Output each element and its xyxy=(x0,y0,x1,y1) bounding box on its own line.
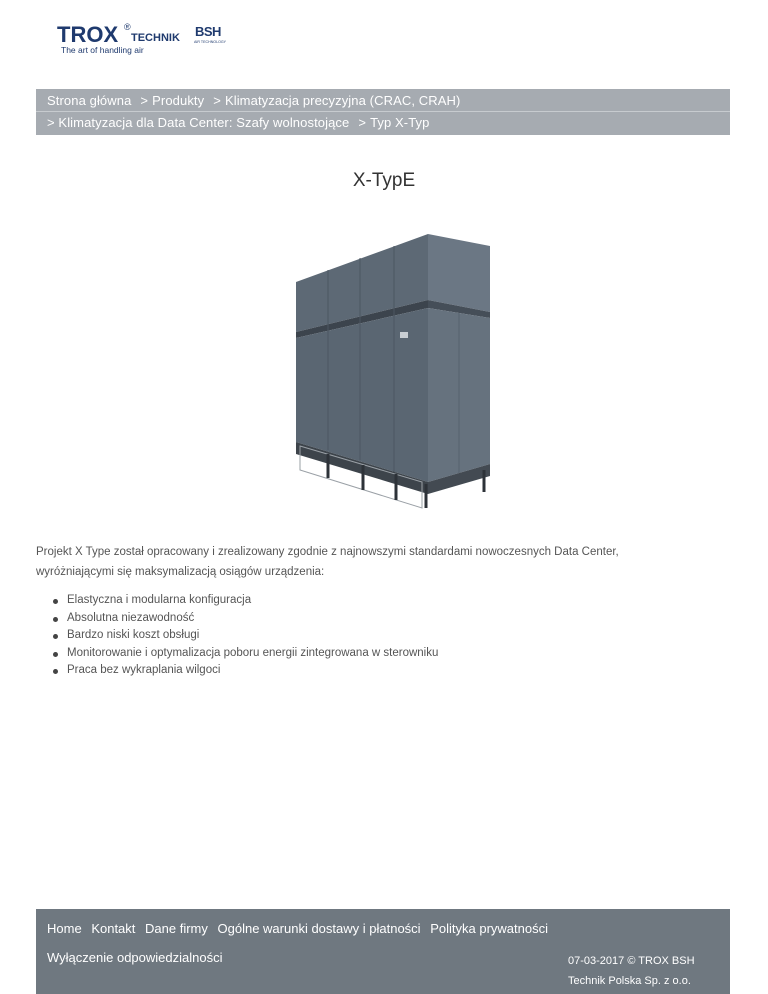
logo-sub-brand-text: TECHNIK xyxy=(131,32,180,44)
intro-text xyxy=(36,542,696,582)
bsh-sub-text: AIR TECHNOLOGY xyxy=(194,40,227,44)
feature-list xyxy=(36,592,438,680)
list-item: Bardzo niski koszt obsługi xyxy=(36,627,438,645)
footer-copyright xyxy=(568,951,718,991)
bsh-mark-text: BSH xyxy=(195,24,221,39)
list-item: Monitorowanie i optymalizacja poboru energii zintegrowana w sterowniku xyxy=(36,645,438,663)
breadcrumb-item-data-center[interactable]: Klimatyzacja dla Data Center: Szafy wolnostojące xyxy=(58,115,350,130)
footer-link-contact[interactable]: Kontakt xyxy=(91,921,136,936)
site-footer xyxy=(36,909,730,994)
footer-link-terms[interactable]: Ogólne warunki dostawy i płatności xyxy=(217,921,421,936)
list-item: Praca bez wykraplania wilgoci xyxy=(36,662,438,680)
breadcrumb xyxy=(36,89,730,135)
breadcrumb-separator: > xyxy=(140,93,149,108)
breadcrumb-item-x-type[interactable]: Typ X-Typ xyxy=(370,115,430,130)
copyright-line-1: 07-03-2017 © TROX BSH xyxy=(568,955,695,967)
breadcrumb-line-2 xyxy=(47,115,429,130)
trox-logo[interactable] xyxy=(57,22,247,56)
product-image xyxy=(278,232,498,510)
footer-link-privacy[interactable]: Polityka prywatności xyxy=(430,921,548,936)
list-item: Elastyczna i modularna konfiguracja xyxy=(36,592,438,610)
list-item: Absolutna niezawodność xyxy=(36,610,438,628)
breadcrumb-separator: > xyxy=(358,115,367,130)
footer-link-home[interactable]: Home xyxy=(47,921,82,936)
logo-registered-mark: ® xyxy=(124,22,131,32)
breadcrumb-item-products[interactable]: Produkty xyxy=(152,93,205,108)
breadcrumb-divider xyxy=(36,111,730,112)
intro-line-1: Projekt X Type został opracowany i zrealizowany zgodnie z najnowszymi standardami nowoczesnych Data Center, xyxy=(36,546,619,558)
footer-link-company-data[interactable]: Dane firmy xyxy=(145,921,208,936)
breadcrumb-line-1 xyxy=(47,93,460,108)
breadcrumb-item-precision-ac[interactable]: Klimatyzacja precyzyjna (CRAC, CRAH) xyxy=(224,93,461,108)
footer-nav xyxy=(47,921,554,936)
logo-tagline: The art of handling air xyxy=(61,45,144,55)
intro-line-2: wyróżniającymi się maksymalizacją osiągów urządzenia: xyxy=(36,566,325,578)
page-title: X-TypE xyxy=(352,170,416,191)
copyright-line-2: Technik Polska Sp. z o.o. xyxy=(568,975,691,987)
site-header xyxy=(0,0,768,90)
logo-brand-text: TROX xyxy=(57,22,119,47)
breadcrumb-separator: > xyxy=(213,93,221,108)
breadcrumb-item-home[interactable]: Strona główna xyxy=(47,93,132,108)
bsh-partner-logo xyxy=(194,24,227,44)
breadcrumb-separator: > xyxy=(47,115,55,130)
footer-link-disclaimer[interactable]: Wyłączenie odpowiedzialności xyxy=(47,950,223,965)
